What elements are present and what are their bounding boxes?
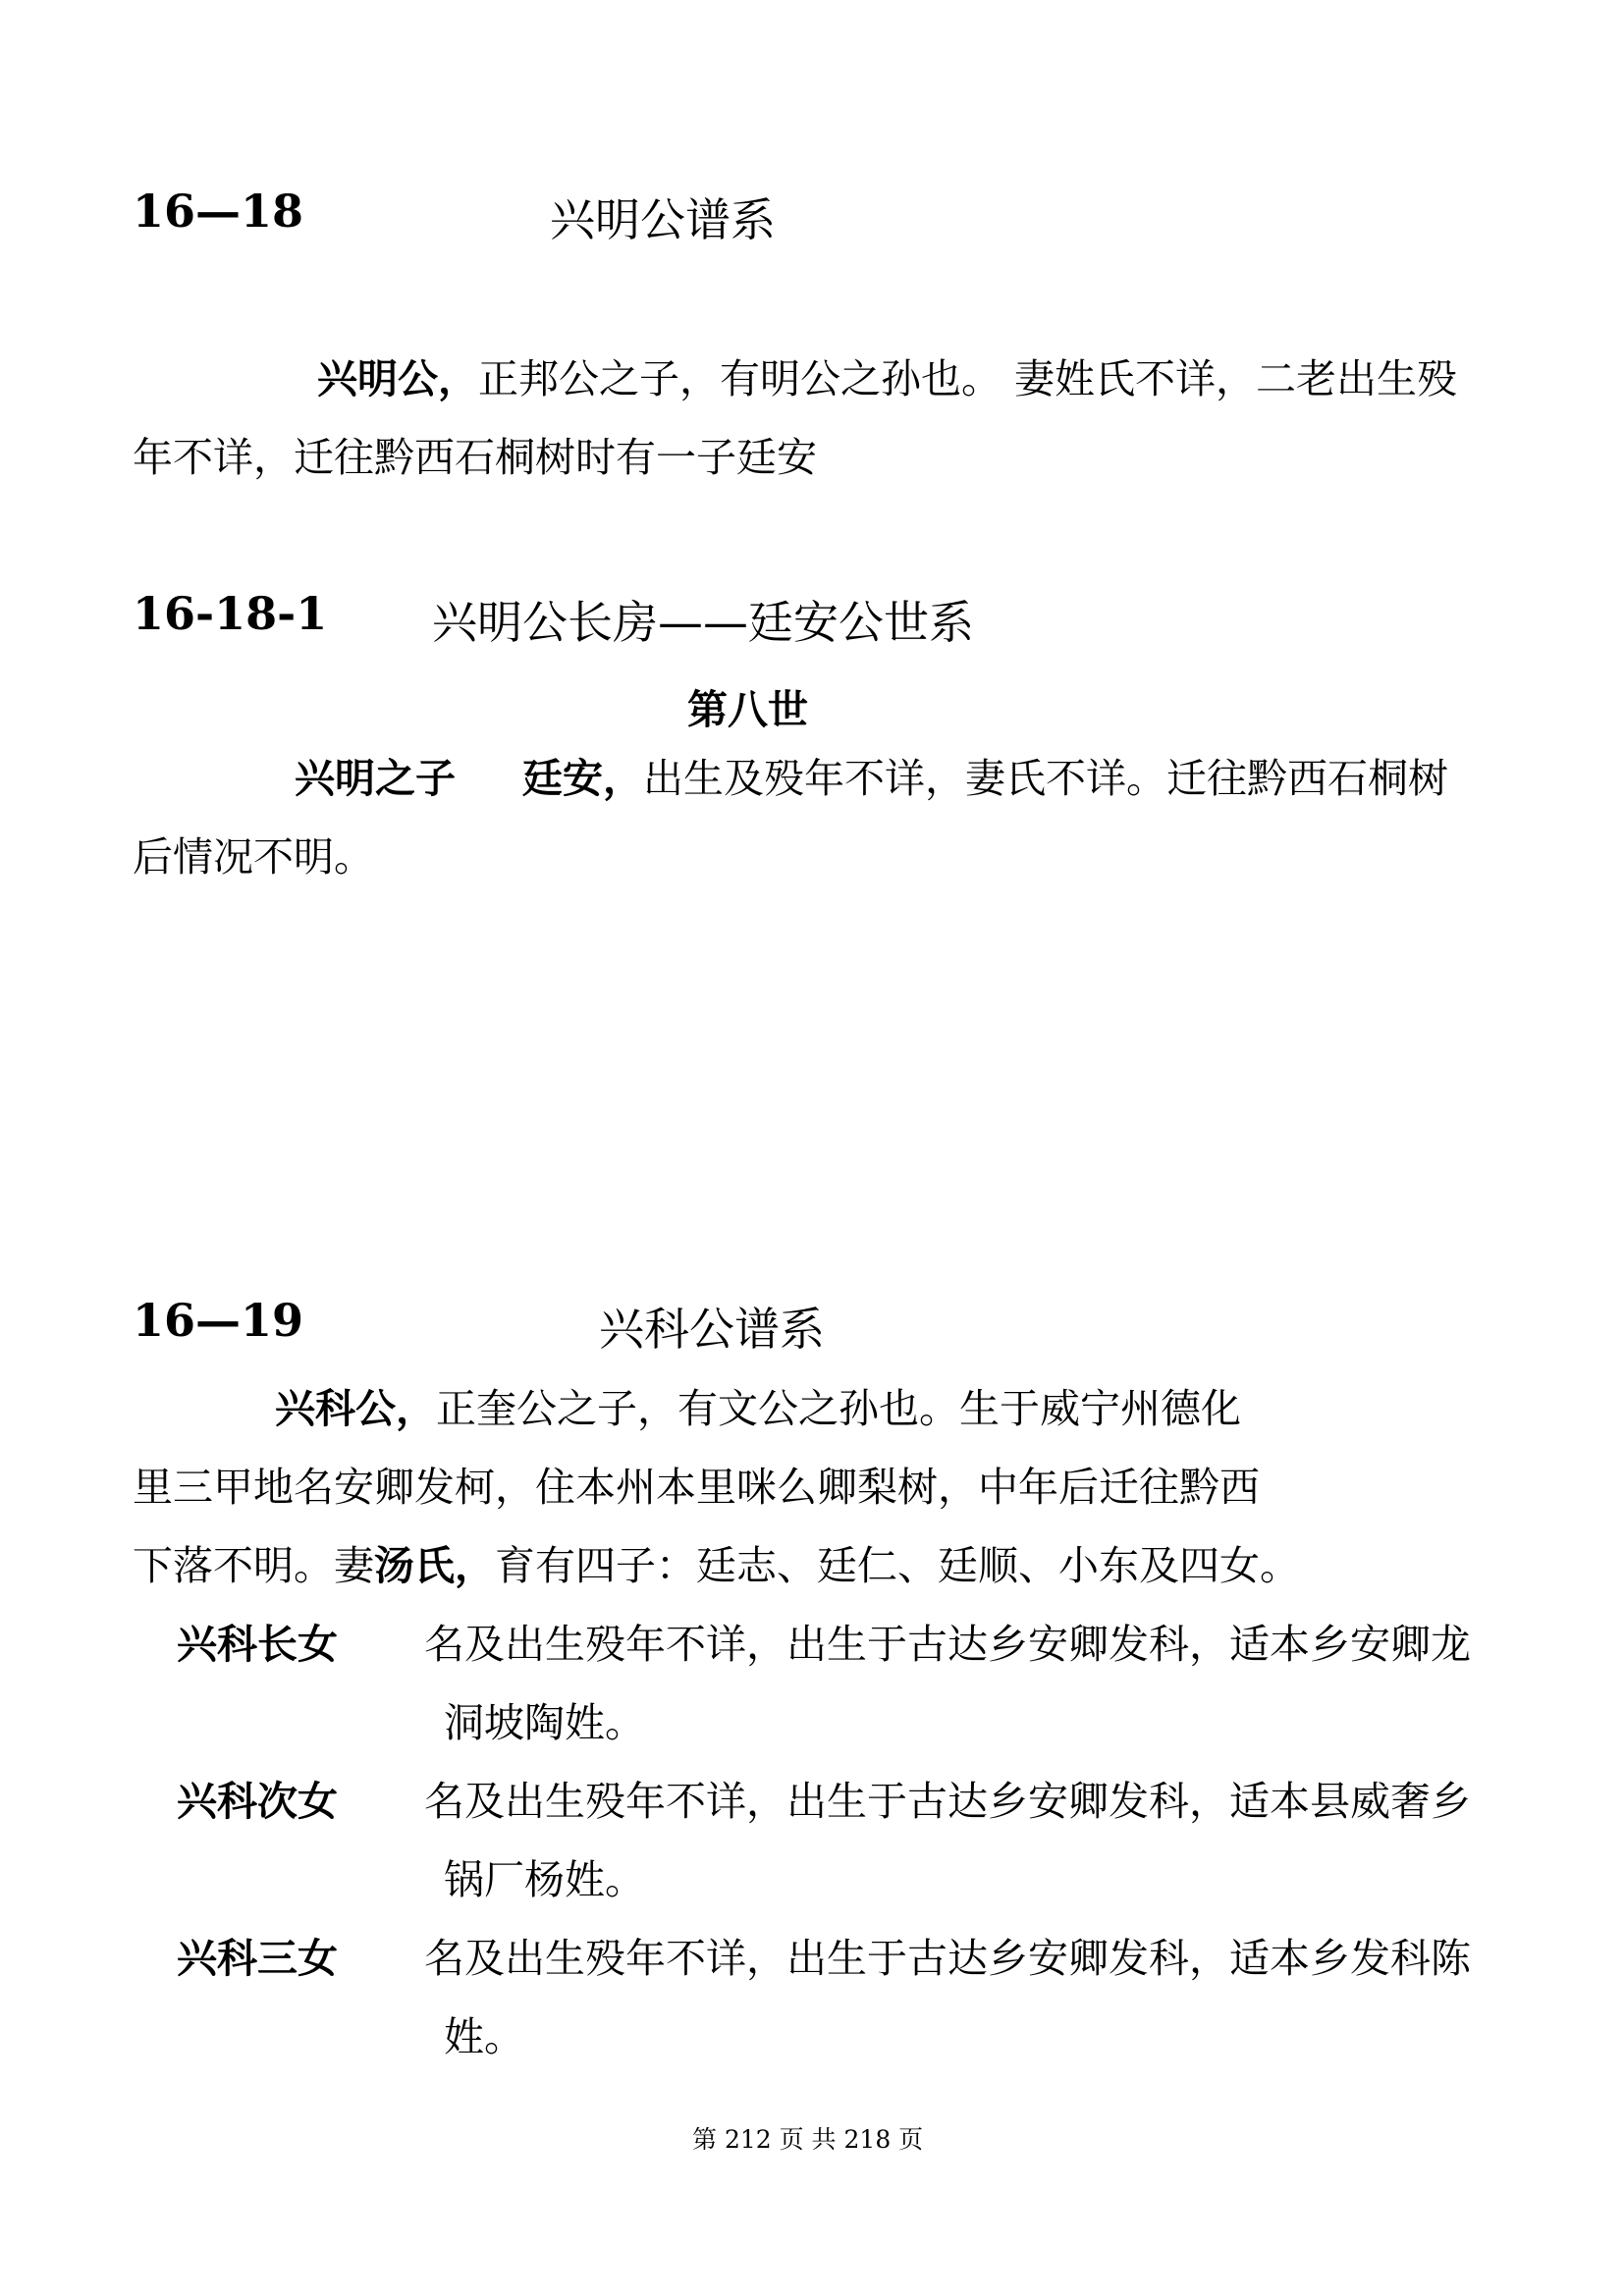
section-title: 兴科公谱系 [599,1303,825,1356]
person-name: 廷安， [522,755,643,802]
paragraph-line: 里三甲地名安卿发柯，住本州本里咪么卿梨树，中年后迁往黔西 [133,1464,1260,1511]
paragraph-line [295,755,456,802]
section-number: 16—19 [133,1294,304,1347]
daughter-name: 兴科三女 [177,1935,338,1982]
paragraph-line [522,755,1448,802]
section-title: 兴明公谱系 [550,193,776,246]
daughter-text: 名及出生殁年不详，出生于古达乡安卿发科，适本乡发科陈 [424,1935,1471,1982]
section-title: 兴明公长房——廷安公世系 [432,596,974,649]
paragraph-line: 年不详，迁往黔西石桐树时有一子廷安 [133,434,817,481]
text: 出生及殁年不详，妻氏不详。迁往黔西石桐树 [643,755,1448,802]
text: 正邦公之子，有明公之孙也。 妻姓氏不详，二老出生殁 [478,355,1458,402]
text: 育有四子：廷志、廷仁、廷顺、小东及四女。 [495,1542,1300,1589]
generation-heading: 第八世 [687,686,808,733]
text: 下落不明。妻 [133,1542,374,1589]
daughter-text: 名及出生殁年不详，出生于古达乡安卿发科，适本乡安卿龙 [424,1621,1471,1668]
person-name: 兴明公， [317,355,478,402]
daughter-text: 姓。 [444,2013,524,2060]
paragraph-line [275,1385,1241,1432]
paragraph-line: 后情况不明。 [133,833,374,881]
person-name: 兴科公， [275,1385,436,1432]
text: 正奎公之子，有文公之孙也。生于威宁州德化 [436,1385,1241,1432]
section-number: 16—18 [133,185,304,238]
page-number: 第 212 页 共 218 页 [692,2125,924,2154]
paragraph-line [317,355,1458,402]
relation-label: 兴明之子 [295,755,456,802]
daughter-text: 锅厂杨姓。 [444,1856,645,1903]
daughter-name: 兴科次女 [177,1778,338,1825]
paragraph-line [133,1542,1300,1589]
daughter-text: 洞坡陶姓。 [444,1699,645,1746]
daughter-name: 兴科长女 [177,1621,338,1668]
daughter-text: 名及出生殁年不详，出生于古达乡安卿发科，适本县威奢乡 [424,1778,1471,1825]
wife-name: 汤氏， [374,1542,495,1589]
section-number: 16-18-1 [133,587,328,640]
